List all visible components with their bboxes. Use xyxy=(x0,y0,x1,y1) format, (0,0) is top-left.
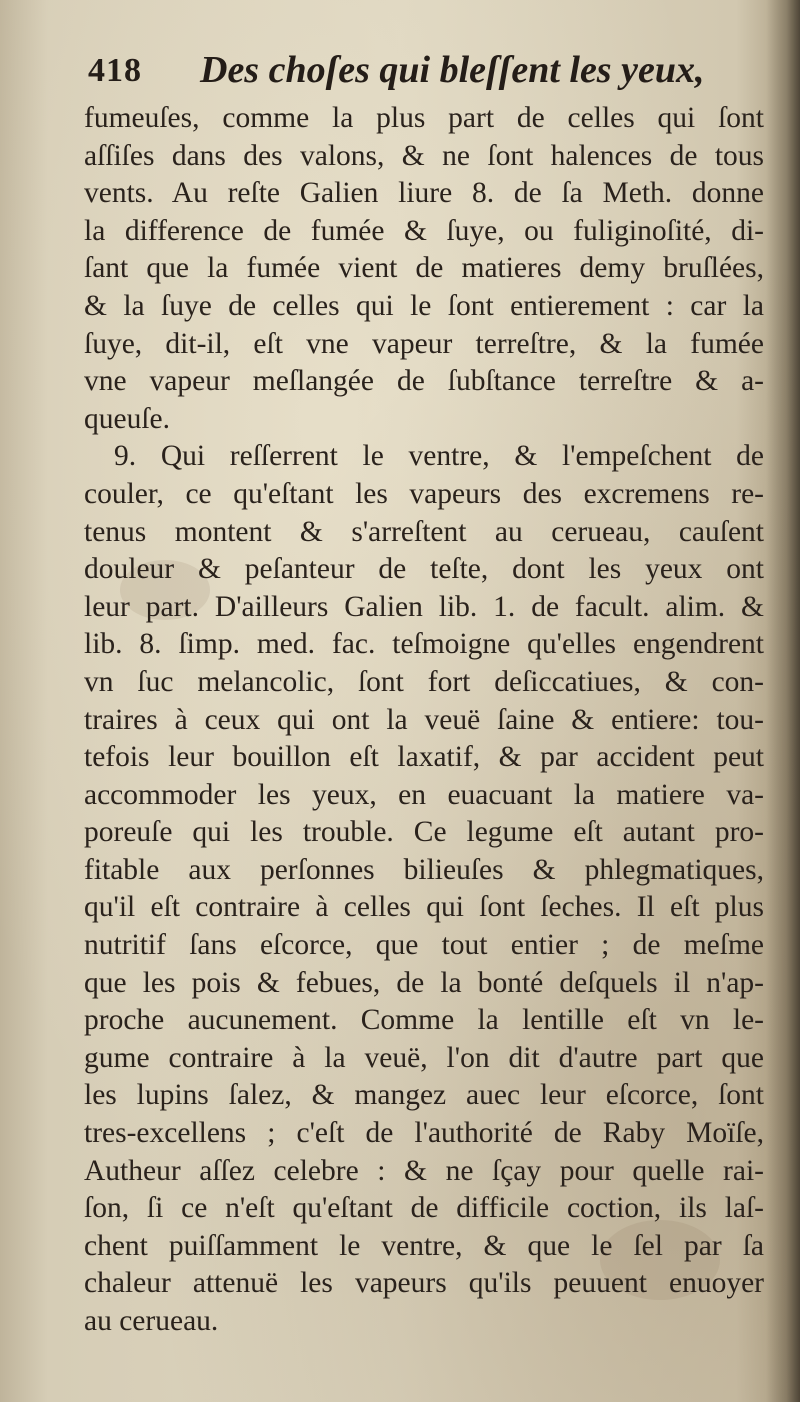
text-line: accommoder les yeux, en euacuant la matiere va- xyxy=(84,778,764,811)
text-line: gume contraire à la veuë, l'on dit d'autre part que xyxy=(84,1041,764,1074)
text-line: douleur & peſanteur de teſte, dont les yeux ont xyxy=(84,553,764,586)
text-line: tefois leur bouillon eſt laxatif, & par accident peut xyxy=(84,741,764,774)
text-line: leur part. D'ailleurs Galien lib. 1. de facult. alim. & xyxy=(84,590,764,623)
text-line: fumeuſes, comme la plus part de celles qui ſont xyxy=(84,102,764,134)
text-line: tres-excellens ; c'eſt de l'authorité de Raby Moïſe, xyxy=(84,1117,764,1150)
paragraph-1 xyxy=(84,100,764,438)
text-line: vents. Au reſte Galien liure 8. de ſa Meth. donne xyxy=(84,177,764,210)
text-line: qu'il eſt contraire à celles qui ſont ſeches. Il eſt plus xyxy=(84,891,764,924)
text-line: la difference de fumée & ſuye, ou fuliginoſité, di- xyxy=(84,214,764,247)
text-line: & la ſuye de celles qui le ſont entierement : car la xyxy=(84,289,764,322)
paragraph-2 xyxy=(84,438,764,1340)
text-line: chaleur attenuë les vapeurs qu'ils peuuent enuoyer xyxy=(84,1267,764,1300)
text-line: fitable aux perſonnes bilieuſes & phlegmatiques, xyxy=(84,853,764,886)
text-line: ſon, ſi ce n'eſt qu'eſtant de difficile coction, ils laſ- xyxy=(84,1192,764,1225)
text-line: Autheur aſſez celebre : & ne ſçay pour quelle rai- xyxy=(84,1154,764,1187)
text-line: ſant que la fumée vient de matieres demy bruſlées, xyxy=(84,252,764,285)
text-line: nutritif ſans eſcorce, que tout entier ; de meſme xyxy=(84,929,764,962)
text-line: poreuſe qui les trouble. Ce legume eſt autant pro- xyxy=(84,816,764,849)
text-line: 9. Qui reſſerrent le ventre, & l'empeſchent de xyxy=(114,440,764,473)
text-line: queuſe. xyxy=(84,402,171,435)
running-head xyxy=(88,42,728,106)
text-line: aſſiſes dans des valons, & ne ſont halences de tous xyxy=(84,139,764,172)
text-line: au cerueau. xyxy=(84,1305,219,1337)
text-line: les lupins ſalez, & mangez auec leur eſcorce, ſont xyxy=(84,1079,764,1112)
page-number: 418 xyxy=(88,52,142,89)
running-title: Des choſes qui bleſſent les yeux, xyxy=(200,49,705,91)
text-line: lib. 8. ſimp. med. fac. teſmoigne qu'elles engendrent xyxy=(84,628,764,661)
text-line: vn ſuc melancolic, ſont fort deſiccatiues, & con- xyxy=(84,665,764,698)
text-line: que les pois & febues, de la bonté deſquels il n'ap- xyxy=(84,966,764,999)
text-line: tenus montent & s'arreſtent au cerueau, cauſent xyxy=(84,515,764,548)
text-line: traires à ceux qui ont la veuë ſaine & entiere: tou- xyxy=(84,703,764,736)
body-text xyxy=(84,100,764,1341)
text-line: proche aucunement. Comme la lentille eſt vn le- xyxy=(84,1004,764,1037)
text-line: couler, ce qu'eſtant les vapeurs des excremens re- xyxy=(84,477,764,510)
text-line: vne vapeur meſlangée de ſubſtance terreſtre & a- xyxy=(84,365,764,398)
text-line: ſuye, dit-il, eſt vne vapeur terreſtre, & la fumée xyxy=(84,327,764,360)
text-line: chent puiſſamment le ventre, & que le ſel par ſa xyxy=(84,1229,764,1262)
